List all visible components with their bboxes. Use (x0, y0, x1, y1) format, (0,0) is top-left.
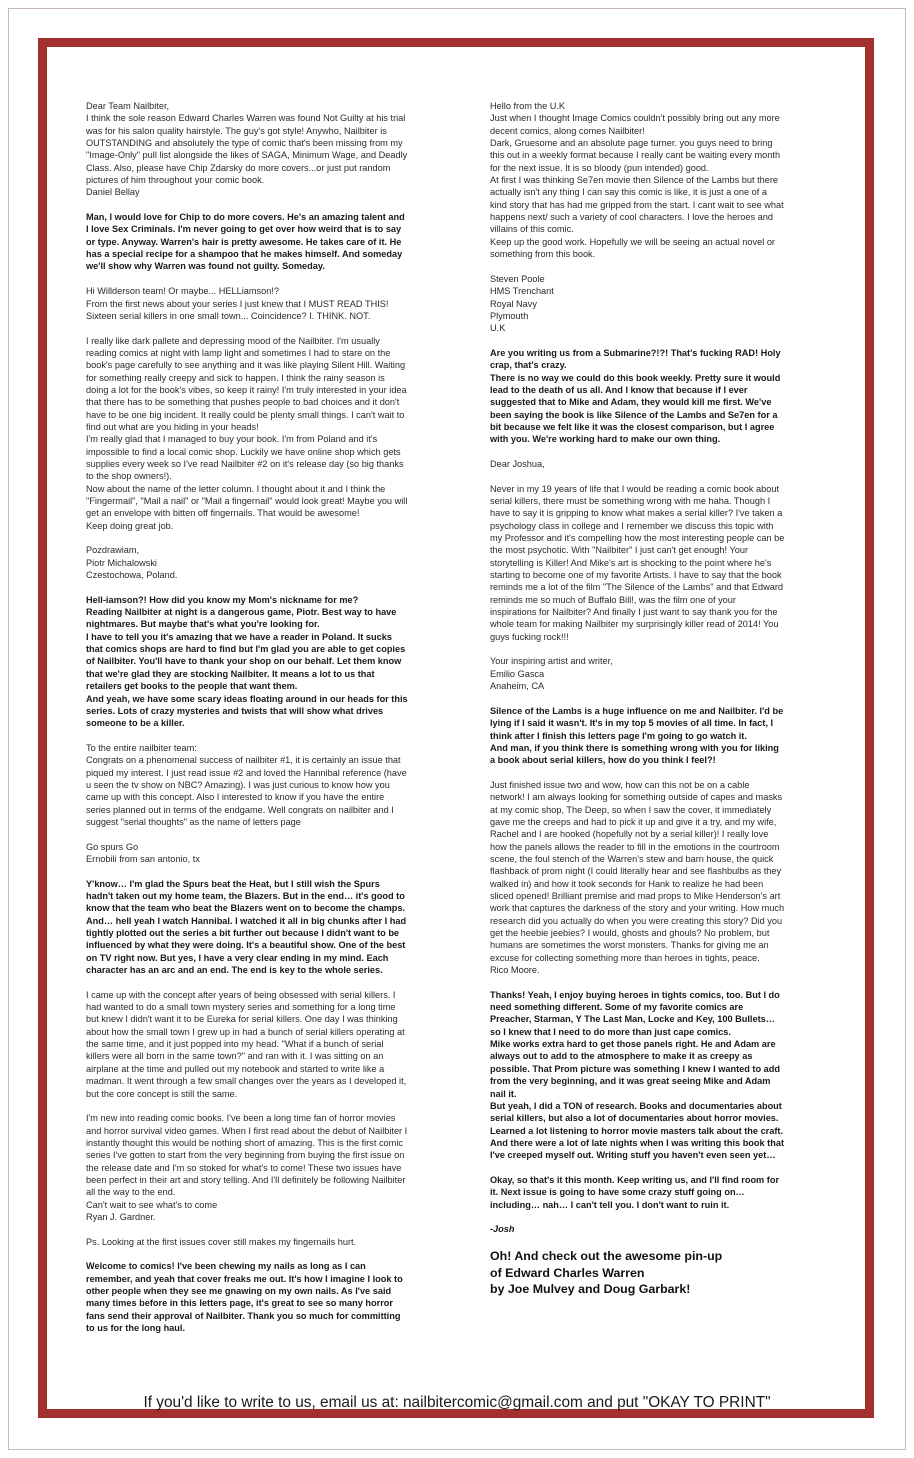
text-line: Daniel Bellay (86, 187, 140, 198)
text-line: Ps. Looking at the first issues cover still makes my fingernails hurt. (86, 1236, 357, 1247)
text-line: Emilio Gasca (490, 668, 545, 679)
text-line: serial killers, but also a lot of documentaries about horror movies. (490, 1113, 779, 1124)
text-line: Hell-iamson?! How did you know my Mom's nickname for me? (86, 594, 359, 605)
text-line: we'll show why Warren was found not guilty. Someday. (86, 261, 325, 272)
text-line: Preacher, Starman, Y The Last Man, Locke and Key, 100 Bullets… (490, 1014, 775, 1025)
editor-reply (86, 1260, 458, 1334)
reader-letter (490, 655, 828, 692)
text-line: Dark, Gruesome and an absolute page turner. you guys need to bring (490, 138, 773, 149)
text-line: Keep up the good work. Hopefully we will be seeing an actual novel or (490, 236, 775, 247)
text-line: that we're glad they are stocking Nailbiter. It means a lot to us that (86, 668, 375, 679)
text-line: have to be one big incident. It really could be plenty small things. I can't wait to (86, 409, 405, 420)
text-line: to the shop owners!). (86, 471, 172, 482)
text-line: villains of this comic. (490, 224, 574, 235)
text-line: airplane at the time and pulled out my notebook and started to write like a (86, 1063, 385, 1074)
editor-reply (490, 347, 828, 446)
text-line: And yeah, we have some scary ideas floating around in our heads for this (86, 693, 408, 704)
text-line: have to say it is gripping to know what makes a serial killer? I've taken a (490, 508, 783, 519)
text-line: killers were all born in the same town?" and ran with it. I was sitting on an (86, 1051, 384, 1062)
text-line: or type. Anyway. Warren's hair is pretty awesome. He takes care of it. He (86, 236, 402, 247)
text-line: I've creeped myself out. Writing stuff you haven't even seen yet… (490, 1150, 776, 1161)
text-line: Your inspiring artist and writer, (490, 656, 613, 667)
text-line: Czestochowa, Poland. (86, 570, 178, 581)
reader-letter (490, 100, 828, 260)
text-line: Pozdrawiam, (86, 545, 140, 556)
text-line: came up with this concept. Also I interested to know if you have the entire (86, 792, 385, 803)
text-line: Silence of the Lambs is a huge influence on me and Nailbiter. I'd be (490, 705, 784, 716)
text-line: Hi Willderson team! Or maybe... HELLiamson!? (86, 286, 280, 297)
text-line: think after I finish this letters page I'm going to go watch it. (490, 730, 747, 741)
text-line: serial killers, there must be something wrong with me haha. Though I (490, 496, 771, 506)
text-line: inspirations for Nailbiter? And finally I just want to say thank you for the (490, 607, 778, 618)
text-line: Sixteen serial killers in one small town... Coincidence? I. THINK. NOT. (86, 310, 371, 321)
text-line: flashback of prom night (I could literally hear and see flashbulbs as they (490, 866, 782, 877)
text-line: Go spurs Go (86, 841, 139, 852)
text-line: fans send their approval of Nailbiter. Thank you so much for committing (86, 1310, 401, 1321)
text-line: all the way to the end. (86, 1187, 176, 1198)
text-line: always out to add to the atmosphere to make it as creepy as (490, 1051, 753, 1062)
text-line: network! I am always looking for something outside of capes and masks (490, 792, 783, 803)
reader-letter (86, 335, 458, 533)
reader-letter (86, 544, 458, 581)
pinup-note (490, 1248, 828, 1298)
text-line: but the core concept is still the same. (86, 1088, 238, 1099)
text-line: Ryan J. Gardner. (86, 1211, 156, 1222)
text-line: I'm really glad that I managed to buy your book. I'm from Poland and it's (86, 434, 378, 445)
text-line: I came up with the concept after years of being obsessed with serial killers. I (86, 989, 396, 1000)
text-line: To the entire nailbiter team: (86, 742, 197, 753)
text-line: I love Sex Criminals. I'm never going to get over how weird that is to say (86, 224, 402, 235)
text-line: other people when they see me gnawing on my own nails. As I've said (86, 1286, 392, 1296)
text-line: Steven Poole (490, 273, 545, 284)
reader-letter (490, 458, 828, 470)
pinup-line: of Edward Charles Warren (490, 1265, 645, 1280)
text-line: get the heebie jeebies? I would, ghosts and ghouls? No problem, but (490, 928, 770, 939)
text-line: Class. Also, please have Chip Zdarsky do more covers...or just put random (86, 162, 391, 173)
text-line: the same time, and it just popped into my head. "What if a bunch of serial (86, 1039, 384, 1050)
text-line: And… hell yeah I watch Hannibal. I watched it all in big chunks after I had (86, 915, 407, 926)
text-line: guys fucking rock!!! (490, 631, 569, 642)
editor-reply (86, 211, 458, 273)
reader-letter (86, 989, 458, 1100)
text-line: Y'know… I'm glad the Spurs beat the Heat, but I still wish the Spurs (86, 878, 380, 889)
text-line: reminds me so much of Buffalo Bill!, was the film one of your (490, 594, 736, 605)
reader-letter (490, 779, 828, 977)
text-line: series. Lots of crazy mysteries and twists that will show what drives (86, 705, 384, 716)
text-line: reading comics at night with lamp light and sometimes I had to stare on the (86, 347, 391, 358)
reader-letter (86, 100, 458, 199)
text-line: decent comics, along comes Nailbiter! (490, 125, 645, 136)
pinup-line: Oh! And check out the awesome pin-up (490, 1248, 723, 1263)
text-line: lying if I said it wasn't. It's in my top 5 movies of all time. In fact, I (490, 718, 774, 729)
text-line: been saying the book is like Silence of the Lambs and Se7en for a (490, 409, 778, 420)
text-line: bit because we felt like it was the closest comparison, but I agree (490, 421, 775, 432)
text-line: Rico Moore. (490, 965, 540, 976)
text-line: sliced opened! Brilliant premise and mad props to Mike Henderson's art (490, 891, 781, 901)
editor-reply (86, 878, 458, 977)
text-line: nail it. (490, 1088, 517, 1099)
text-line: was for his salon quality hairstyle. The guy's got style! Anywho, Nailbiter is (86, 125, 387, 136)
text-line: nightmares. But maybe that's what you're looking for. (86, 619, 320, 630)
text-line: "Image-Only" pull list alongside the likes of SAGA, Minimum Wage, and Deadly (86, 150, 408, 161)
text-line: Royal Navy (490, 298, 537, 309)
text-line: reminds me a lot of the film "The Silence of the Lambs" and that Edward (490, 582, 784, 593)
text-line: Anaheim, CA (490, 681, 545, 692)
text-line: character has an arc and an end. The end is key to the whole series. (86, 965, 383, 976)
text-line: Dear Joshua, (490, 458, 545, 469)
pinup-line: by Joe Mulvey and Doug Garbark! (490, 1282, 691, 1297)
text-line: from the very beginning, and it was great seeing Mike and Adam (490, 1076, 771, 1087)
reader-letter (86, 285, 458, 322)
text-line: find out what are you hiding in your heads! (86, 421, 259, 432)
text-line: supplies every week so I've read Nailbiter #2 on it's release day (so big thanks (86, 458, 404, 469)
text-line: Mike works extra hard to get those panels right. He and Adam are (490, 1039, 776, 1050)
text-line: for something really creepy and sick to happen. I think the rainy season is (86, 372, 385, 383)
text-line: Man, I would love for Chip to do more covers. He's an amazing talent and (86, 212, 405, 223)
text-line: the release date and I'm so stoked for what's to come! These two issues have (86, 1162, 402, 1173)
text-line: including… nah… I can't tell you. I don't want to ruin it. (490, 1199, 730, 1210)
text-line: something from this book. (490, 249, 596, 260)
text-line: my Professor and it's compelling how the most interesting people can be (490, 533, 785, 544)
reader-letter (490, 273, 828, 335)
text-line: impossible to find a local comic shop. Luckily we have online shop which gets (86, 446, 401, 457)
text-line: the most psychotic. With "Nailbiter" I just can't get enough! Your (490, 545, 749, 556)
reader-letter (86, 841, 458, 866)
text-line: know that the team who beat the Blazers went on to become the champs. (86, 903, 406, 914)
text-line: HMS Trenchant (490, 286, 554, 297)
text-line: of Nailbiter. You'll have to thank your shop on our behalf. Let them know (86, 656, 402, 667)
text-line: kind story that has had me gripped from the start. I cant wait to see what (490, 199, 784, 210)
text-line: "Fingermail", "Mail a nail" or "Mail a fingernail" would look great! Maybe you will (86, 496, 408, 506)
text-line: I really like dark pallete and depressing mood of the Nailbiter. I'm usually (86, 335, 380, 346)
text-line: There is no way we could do this book weekly. Pretty sure it would (490, 372, 781, 383)
text-line: possible. That Prom picture was something I knew I wanted to add (490, 1063, 780, 1074)
reader-letter (86, 742, 458, 828)
text-line: hadn't taken out my home team, the Blazers. But in the end… it's good to (86, 891, 405, 901)
text-line: storytelling is Killer! And Mike's art is shocking to the point where he's (490, 557, 772, 568)
text-line: Ernobili from san antonio, tx (86, 853, 200, 864)
text-line: how the panels allows the reader to fill in the emotions in the courtroom (490, 841, 780, 852)
text-line: with you. We're working hard to make our own thing. (490, 434, 721, 445)
text-line: to us for the long haul. (86, 1323, 186, 1334)
text-line: OUTSTANDING and absolutely the type of comic that's been missing from my (86, 138, 403, 149)
text-line: influenced by what they were doing. It's a beautiful show. One of the best (86, 940, 406, 951)
text-line: book's page carefully to see anything and it was like playing Silent Hill. Waiting (86, 360, 406, 371)
text-line: u seen the tv show on NBC? Amazing). I was just curious to know how you (86, 779, 390, 790)
text-line: crap, that's crazy. (490, 360, 567, 371)
text-line: that there has to be something that pushes people to bad choices and it don't (86, 397, 400, 408)
submission-footer: If you'd like to write to us, email us at: nailbitercomic@gmail.com and put "OKAY TO PRINT" (143, 1394, 771, 1411)
text-line: it. Next issue is going to have some crazy stuff going on… (490, 1187, 745, 1198)
text-line: From the first news about your series I just knew that I MUST READ THIS! (86, 298, 389, 309)
text-line: tightly plotted out the series a bit further out because I didn't want to be (86, 928, 400, 939)
text-line: Keep doing great job. (86, 520, 174, 531)
reader-letter (86, 1236, 458, 1248)
text-line: scene, the foul stench of the Warren's stew and barn house, the quick (490, 853, 774, 864)
editor-reply (490, 705, 828, 767)
text-line: Can't wait to see what's to come (86, 1199, 218, 1210)
text-line: walked in) and how it took seconds for Hank to realize he had been (490, 878, 764, 889)
text-line: psychology class in college and I remember we discuss this topic with (490, 520, 774, 531)
text-line: need something different. Some of my favorite comics are (490, 1002, 744, 1013)
text-line: has a special recipe for a shampoo that he makes himself. And someday (86, 249, 403, 260)
text-line: Thanks! Yeah, I enjoy buying heroes in tights comics, too. But I do (490, 989, 780, 1000)
text-line: remember, and yeah that cover freaks me out. It's how I imagine I look to (86, 1273, 403, 1284)
text-line: And man, if you think there is something wrong with you for liking (490, 742, 779, 753)
text-line: -Josh (490, 1224, 515, 1235)
text-line: humans are sometimes the worst monsters. Thanks for giving me an (490, 940, 769, 951)
text-line: series planned out in terms of the endgame. Well congrats on nailbiter and I (86, 804, 394, 815)
text-line: Learned a lot listening to horror movie masters talk about the craft. (490, 1125, 784, 1136)
text-line: research did you actually do when you were creating this story? Did you (490, 915, 783, 926)
text-line: At first I was thinking Se7en movie then Silence of the Lambs but there (490, 175, 779, 186)
text-line: happens next/ such a variety of cool characters. I love the heroes and (490, 212, 773, 223)
text-line: Just when I thought Image Comics couldn't possibly bring out any more (490, 113, 780, 124)
text-line: been perfect in their art and story telling. And I'll definitely be following Nailbiter (86, 1174, 406, 1185)
text-line: but knew I didn't want it to be Eureka for serial killers. One day I was thinking (86, 1014, 398, 1025)
text-line: Congrats on a phenomenal success of nailbiter #1, it is certainly an issue that (86, 755, 401, 766)
editor-reply (86, 594, 458, 730)
text-line: for the next issue. It is so bloody (pun intended) good. (490, 162, 709, 173)
text-line: Just finished issue two and wow, how can this not be on a cable (490, 779, 750, 790)
text-line: But yeah, I did a TON of research. Books and documentaries about (490, 1100, 782, 1111)
text-line: about how the small town I grew up in had a bunch of serial killers operating at (86, 1026, 405, 1037)
text-line: Rachel and I are hooked (hopefully not by a serial killer)! I really love (490, 829, 769, 840)
text-line: Welcome to comics! I've been chewing my nails as long as I can (86, 1261, 366, 1272)
text-line: retailers get books to the people that want them. (86, 681, 298, 692)
right-column-letters (490, 100, 828, 1236)
text-line: many times before in this letters page, it's great to see so many horror (86, 1298, 393, 1309)
text-line: piqued my interest. I just read issue #2 and loved the Hannibal reference (have (86, 767, 407, 778)
text-line: excuse for collecting something more than heroes in tights, peace. (490, 952, 760, 963)
text-line: pictures of him throughout your comic book. (86, 175, 265, 186)
text-line: Never in my 19 years of life that I would be reading a comic book about (490, 483, 780, 494)
text-line: suggested that to Mike and Adam, they would kill me first. We've (490, 397, 772, 408)
left-column (86, 100, 458, 1347)
text-line: and horror survival video games. When I first read about the debut of Nailbiter I (86, 1125, 408, 1136)
text-line: Reading Nailbiter at night is a dangerous game, Piotr. Best way to have (86, 607, 397, 618)
text-line: series I've gotten to start from the very beginning from buying the first issue on (86, 1150, 405, 1161)
text-line: instantly thought this would be nothing short of amazing. This is the first comic (86, 1137, 403, 1148)
text-line: on TV right now. But yes, I have a very clear ending in my mind. Each (86, 952, 389, 963)
text-line: madman. It went through a few small changes over the years as I developed it, (86, 1076, 407, 1087)
text-line: I'm new into reading comic books. I've been a long time fan of horror movies (86, 1113, 396, 1124)
reader-letter (490, 483, 828, 643)
text-line: suggest "serial thoughts" as the name of letters page (86, 816, 301, 827)
text-line: And there were a lot of late nights when I was writing this book that (490, 1137, 785, 1148)
text-line: lead to the death of us all. And I know that because if I ever (490, 384, 748, 395)
text-line: Are you writing us from a Submarine?!?! That's fucking RAD! Holy (490, 347, 781, 358)
text-line: starting to become one of my favorite Artists. I have to say that the book (490, 570, 782, 581)
text-line: get an envelope with bitten off fingernails. That would be awesome! (86, 508, 360, 519)
text-line: Now about the name of the letter column. I thought about it and I think the (86, 483, 386, 494)
text-line: actually isn't any thing I can say this comic is like, it is just a one of a (490, 187, 767, 198)
text-line: this out in a weekly format because I really cant be waiting every month (490, 150, 781, 161)
text-line: whole team for making Nailbiter my surprisingly killer read of 2014! You (490, 619, 779, 630)
text-line: I think the sole reason Edward Charles Warren was found Not Guilty at his trial (86, 113, 406, 124)
text-line: U.K (490, 323, 506, 334)
right-column (490, 100, 828, 1298)
text-line: at my comic shop, The Deep, so when I saw the cover, it immediately (490, 804, 772, 815)
editor-signature (490, 1223, 828, 1235)
text-line: so I knew that I need to do more than just cape comics. (490, 1026, 731, 1037)
text-line: had wanted to do a small town mystery series and something for a long time (86, 1002, 396, 1013)
text-line: Hello from the U.K (490, 101, 566, 111)
text-line: Dear Team Nailbiter, (86, 101, 170, 111)
text-line: a book about serial killers, how do you think I feel?! (490, 755, 716, 766)
text-line: I have to tell you it's amazing that we have a reader in Poland. It sucks (86, 631, 392, 642)
text-line: that comics shops are hard to find but I'm glad you are able to get copies (86, 644, 406, 655)
text-line: Plymouth (490, 310, 529, 321)
text-line: someone to be a killer. (86, 718, 185, 729)
editor-reply (490, 989, 828, 1162)
reader-letter (86, 1112, 458, 1223)
text-line: doing a lot for the book's vibes, so keep it rainy! I'm truly interested in your idea (86, 384, 407, 395)
text-line: gave me the creeps and had to pick it up and give it a try, and my wife, (490, 816, 777, 827)
text-line: Okay, so that's it this month. Keep writing us, and I'll find room for (490, 1174, 780, 1185)
editor-reply (490, 1174, 828, 1211)
text-line: work that captures the darkness of the story and your writing. How much (490, 903, 785, 914)
text-line: Piotr Michalowski (86, 557, 157, 568)
